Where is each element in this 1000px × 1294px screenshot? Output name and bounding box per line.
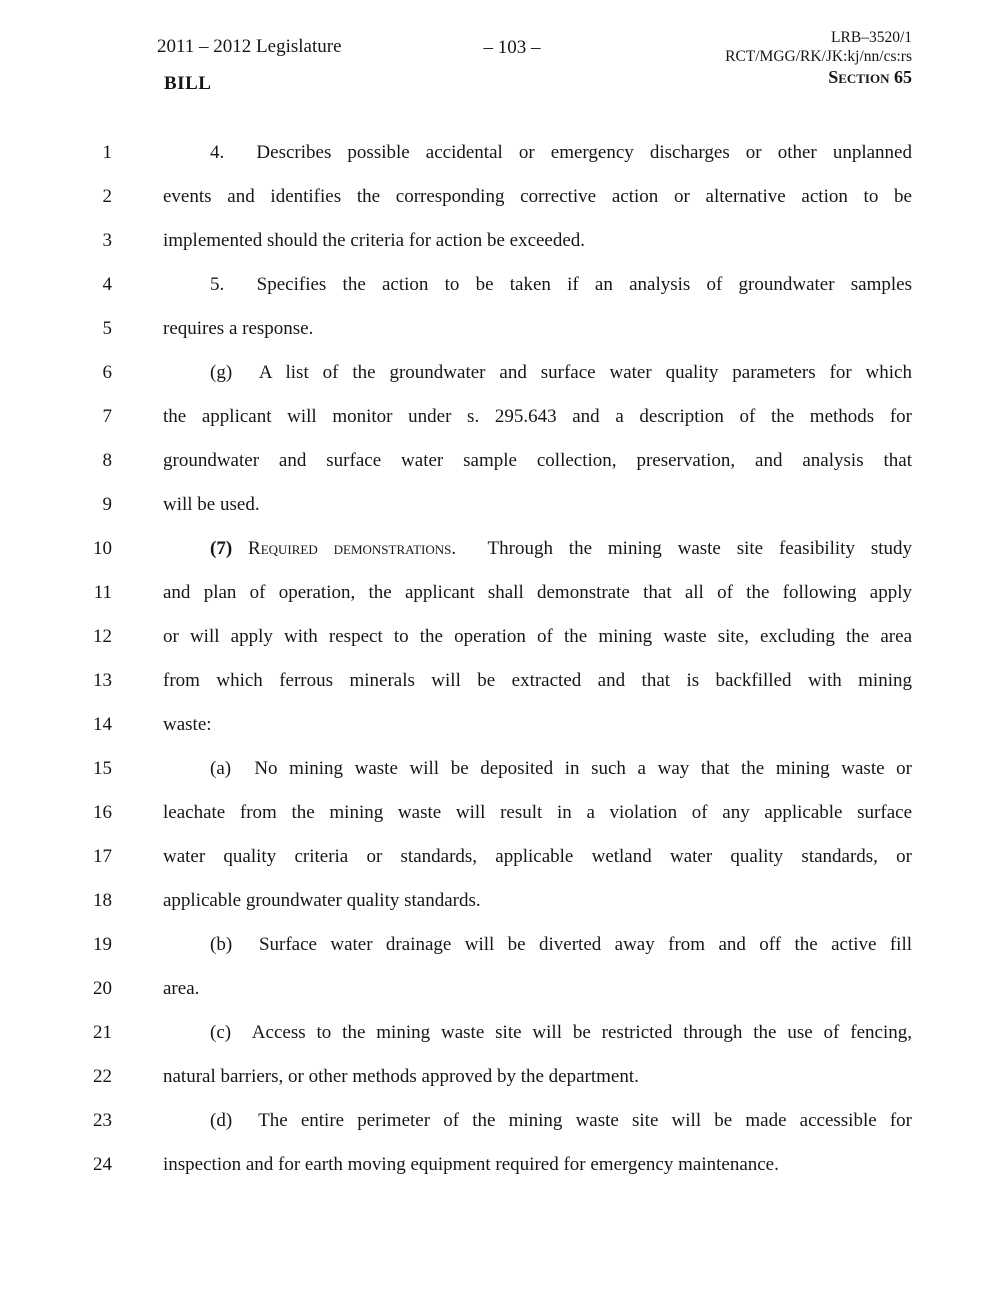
line-number: 18: [93, 890, 112, 911]
line-number: 12: [93, 626, 112, 647]
line-text: [163, 747, 912, 791]
line-text-segment: implemented should the criteria for action be exceeded.: [163, 230, 586, 251]
bill-line: [60, 1055, 912, 1099]
bill-line: [60, 747, 912, 791]
line-text-segment: will be used.: [163, 494, 260, 515]
bill-line: [60, 571, 912, 615]
line-number: 24: [93, 1154, 112, 1175]
line-number: 8: [102, 450, 112, 471]
line-number: 11: [93, 582, 112, 603]
line-text: [163, 1099, 912, 1143]
line-text-segment: Through the mining waste site feasibility study: [456, 538, 912, 559]
line-text: [163, 791, 912, 835]
bill-line: [60, 395, 912, 439]
line-number: 4: [102, 274, 112, 295]
line-number: 7: [102, 406, 112, 427]
bill-line: [60, 219, 912, 263]
line-number: 2: [102, 186, 112, 207]
line-text-segment: (a) No mining waste will be deposited in such a way that the mining waste or: [210, 758, 912, 779]
line-text: [163, 395, 912, 439]
line-text: [163, 703, 912, 747]
drafting-header: [725, 28, 912, 88]
line-text: [163, 1143, 912, 1187]
line-text: [163, 131, 912, 175]
line-number: 17: [93, 846, 112, 867]
line-number: 3: [102, 230, 112, 251]
bill-line: [60, 1099, 912, 1143]
line-number: 15: [93, 758, 112, 779]
line-text: [163, 483, 912, 527]
bill-line: [60, 439, 912, 483]
bill-line: [60, 615, 912, 659]
line-text-segment: natural barriers, or other methods approved by the department.: [163, 1066, 639, 1087]
line-text: [163, 835, 912, 879]
line-text: [163, 879, 912, 923]
line-text-segment: requires a response.: [163, 318, 314, 339]
bill-line: [60, 703, 912, 747]
page-number: – 103 –: [483, 37, 541, 58]
line-text-segment: inspection and for earth moving equipment required for emergency maintenance.: [163, 1154, 779, 1175]
line-text: [163, 1011, 912, 1055]
bill-line: [60, 835, 912, 879]
bill-line: [60, 791, 912, 835]
line-text-segment: or will apply with respect to the operation of the mining waste site, excluding the area: [163, 626, 912, 647]
line-text: [163, 351, 912, 395]
bill-line: [60, 351, 912, 395]
bill-line: [60, 1011, 912, 1055]
bill-line: [60, 923, 912, 967]
line-text-segment: groundwater and surface water sample collection, preservation, and analysis that: [163, 450, 912, 471]
line-text: [163, 307, 912, 351]
line-number: 21: [93, 1022, 112, 1043]
bill-label: BILL: [164, 73, 212, 94]
line-text-segment: (b) Surface water drainage will be diverted away from and off the active fill: [210, 934, 912, 955]
line-text-segment: (7): [210, 538, 233, 559]
line-text-segment: Required demonstrations.: [232, 538, 457, 559]
line-text: [163, 219, 912, 263]
line-text: [163, 659, 912, 703]
line-text-segment: waste:: [163, 714, 212, 735]
line-number: 20: [93, 978, 112, 999]
line-text: [163, 923, 912, 967]
line-text: [163, 175, 912, 219]
line-text-segment: (d) The entire perimeter of the mining waste site will be made accessible for: [210, 1110, 912, 1131]
line-text-segment: area.: [163, 978, 200, 999]
bill-line: [60, 263, 912, 307]
line-number: 6: [102, 362, 112, 383]
line-text-segment: events and identifies the corresponding corrective action or alternative action to be: [163, 186, 912, 207]
line-text-segment: from which ferrous minerals will be extracted and that is backfilled with mining: [163, 670, 912, 691]
line-text-segment: 5. Specifies the action to be taken if an analysis of groundwater samples: [210, 274, 912, 295]
line-text: [163, 527, 912, 571]
line-number: 13: [93, 670, 112, 691]
line-text: [163, 263, 912, 307]
line-number: 16: [93, 802, 112, 823]
line-text: [163, 967, 912, 1011]
bill-line: [60, 1143, 912, 1187]
line-text-segment: water quality criteria or standards, applicable wetland water quality standards, or: [163, 846, 912, 867]
line-text-segment: the applicant will monitor under s. 295.643 and a description of the methods for: [163, 406, 912, 427]
line-text-segment: leachate from the mining waste will result in a violation of any applicable surface: [163, 802, 912, 823]
section-label: Section 65: [828, 67, 912, 87]
line-number: 1: [102, 142, 112, 163]
line-text: [163, 1055, 912, 1099]
line-number: 10: [93, 538, 112, 559]
line-text-segment: applicable groundwater quality standards.: [163, 890, 481, 911]
line-number: 5: [102, 318, 112, 339]
line-number: 22: [93, 1066, 112, 1087]
bill-line: [60, 879, 912, 923]
legislature-session: 2011 – 2012 Legislature: [157, 36, 342, 57]
bill-line: [60, 307, 912, 351]
line-number: 23: [93, 1110, 112, 1131]
bill-lines: [60, 131, 912, 1187]
line-text-segment: 4. Describes possible accidental or emergency discharges or other unplanned: [210, 142, 912, 163]
drafting-codes: RCT/MGG/RK/JK:kj/nn/cs:rs: [725, 48, 912, 65]
line-text-segment: (c) Access to the mining waste site will be restricted through the use of fencing,: [210, 1022, 912, 1043]
lrb-number: LRB–3520/1: [831, 29, 912, 46]
line-number: 19: [93, 934, 112, 955]
line-text: [163, 615, 912, 659]
line-text-segment: and plan of operation, the applicant shall demonstrate that all of the following apply: [163, 582, 912, 603]
bill-line: [60, 527, 912, 571]
line-text: [163, 439, 912, 483]
line-number: 9: [102, 494, 112, 515]
line-text: [163, 571, 912, 615]
line-number: 14: [93, 714, 112, 735]
bill-line: [60, 967, 912, 1011]
bill-line: [60, 175, 912, 219]
line-text-segment: (g) A list of the groundwater and surface water quality parameters for which: [210, 362, 912, 383]
bill-line: [60, 131, 912, 175]
bill-line: [60, 483, 912, 527]
bill-line: [60, 659, 912, 703]
